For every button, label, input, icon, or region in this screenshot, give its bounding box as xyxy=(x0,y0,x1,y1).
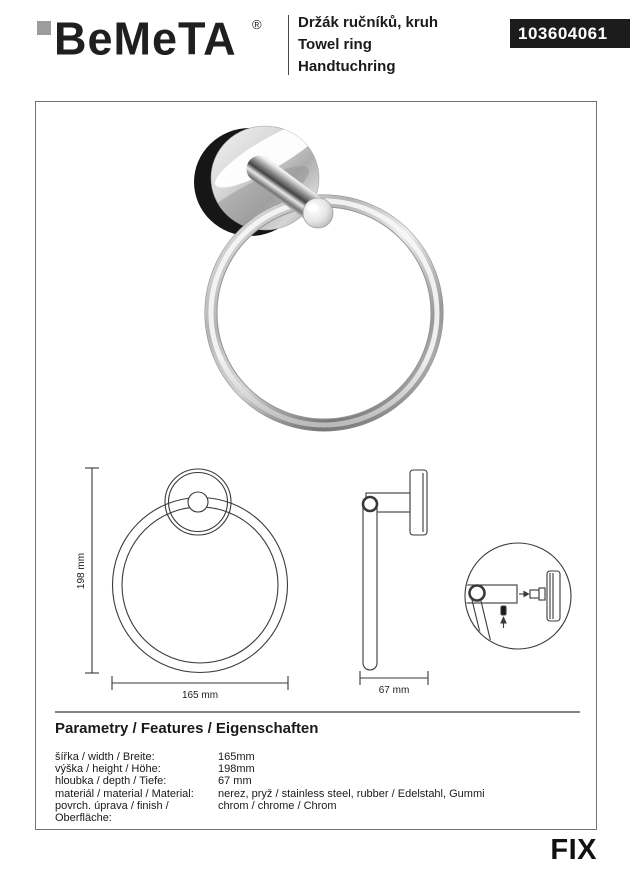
param-label: materiál / material / Material: xyxy=(55,787,194,800)
product-code: 103604061 xyxy=(518,23,608,43)
product-title-en: Towel ring xyxy=(298,36,372,53)
header-divider xyxy=(288,15,289,75)
param-row-finish xyxy=(55,800,580,824)
param-row-depth xyxy=(55,775,580,787)
brand-logo: BeMeTA xyxy=(54,12,237,66)
product-title-de: Handtuchring xyxy=(298,58,396,75)
drawing-mount-detail xyxy=(460,543,571,649)
param-value: 67 mm xyxy=(218,775,252,788)
dim-width-label: 165 mm xyxy=(181,690,219,701)
product-titles xyxy=(298,12,438,78)
parameters-section xyxy=(55,720,580,824)
parameters-heading: Parametry / Features / Eigenschaften xyxy=(55,720,319,737)
param-label: hloubka / depth / Tiefe: xyxy=(55,775,167,788)
series-label: FIX xyxy=(550,834,597,866)
param-row-material xyxy=(55,788,580,800)
logo-square-mark xyxy=(37,21,51,35)
param-label: šířka / width / Breite: xyxy=(55,751,155,763)
param-value: chrom / chrome / Chrom xyxy=(218,799,337,812)
registered-trademark-icon: ® xyxy=(252,17,262,32)
technical-drawings xyxy=(35,101,595,828)
drawing-front-view xyxy=(85,468,288,690)
param-value: nerez, pryž / stainless steel, rubber / Edelstahl, Gummi xyxy=(218,787,485,800)
param-value: 198mm xyxy=(218,763,255,776)
param-label: povrch. úprava / finish / Oberfläche: xyxy=(55,799,169,825)
param-row-width xyxy=(55,751,580,763)
dim-depth-label: 67 mm xyxy=(378,685,410,696)
product-title-cs: Držák ručníků, kruh xyxy=(298,14,439,31)
product-code-badge xyxy=(510,19,630,48)
param-label: výška / height / Höhe: xyxy=(55,763,161,776)
drawing-side-view xyxy=(360,470,428,685)
dim-height-label: 198 mm xyxy=(76,552,87,590)
param-value: 165mm xyxy=(218,751,255,763)
param-row-height xyxy=(55,763,580,775)
